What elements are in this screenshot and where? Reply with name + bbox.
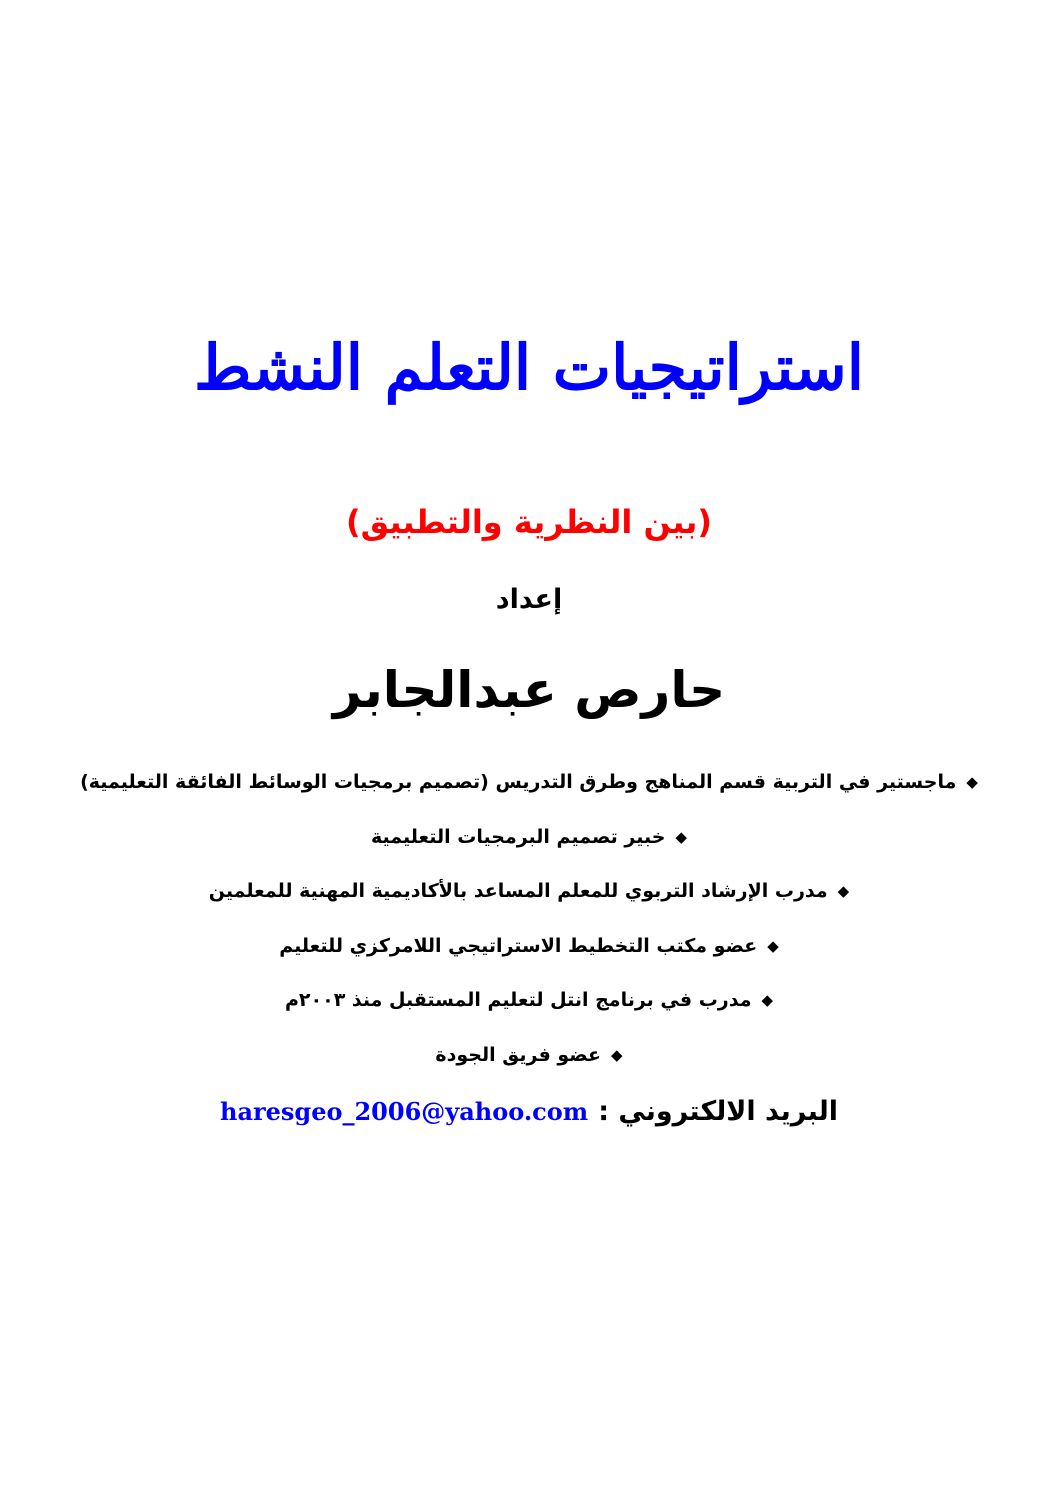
author-name: حارص عبدالجابر xyxy=(332,661,726,719)
email-link[interactable]: haresgeo_2006@yahoo.com xyxy=(220,1097,589,1126)
email-label: البريد الالكتروني : xyxy=(598,1096,838,1127)
diamond-bullet-icon: ◆ xyxy=(675,827,687,846)
credentials-list xyxy=(0,760,1058,1087)
diamond-bullet-icon: ◆ xyxy=(837,882,850,900)
credential-text: عضو فريق الجودة xyxy=(435,1043,602,1066)
credential-item xyxy=(0,978,1058,1033)
email-line xyxy=(0,1090,1058,1134)
credential-text: خبير تصميم البرمجيات التعليمية xyxy=(371,825,666,848)
diamond-bullet-icon: ◆ xyxy=(611,1045,623,1064)
credential-item xyxy=(0,1033,1058,1088)
diamond-bullet-icon: ◆ xyxy=(761,991,774,1009)
document-title: استراتيجيات التعلم النشط xyxy=(194,331,864,404)
credential-item xyxy=(0,815,1058,870)
credential-text: مدرب في برنامج انتل لتعليم المستقبل منذ ٢٠٠٣م xyxy=(284,989,752,1011)
credential-text: عضو مكتب التخطيط الاستراتيجي اللامركزي للتعليم xyxy=(279,934,758,957)
credential-text: ماجستير في التربية قسم المناهج وطرق التدريس (تصميم برمجيات الوسائط الفائقة التعليمية) xyxy=(80,771,957,793)
credential-item xyxy=(0,760,1058,815)
credential-item xyxy=(0,924,1058,979)
credential-item xyxy=(0,869,1058,924)
prepared-by-label: إعداد xyxy=(495,584,563,615)
diamond-bullet-icon: ◆ xyxy=(767,936,779,955)
diamond-bullet-icon: ◆ xyxy=(966,773,978,791)
credential-text: مدرب الإرشاد التربوي للمعلم المساعد بالأكاديمية المهنية للمعلمين xyxy=(208,880,828,902)
document-subtitle: (بين النظرية والتطبيق) xyxy=(345,503,713,541)
